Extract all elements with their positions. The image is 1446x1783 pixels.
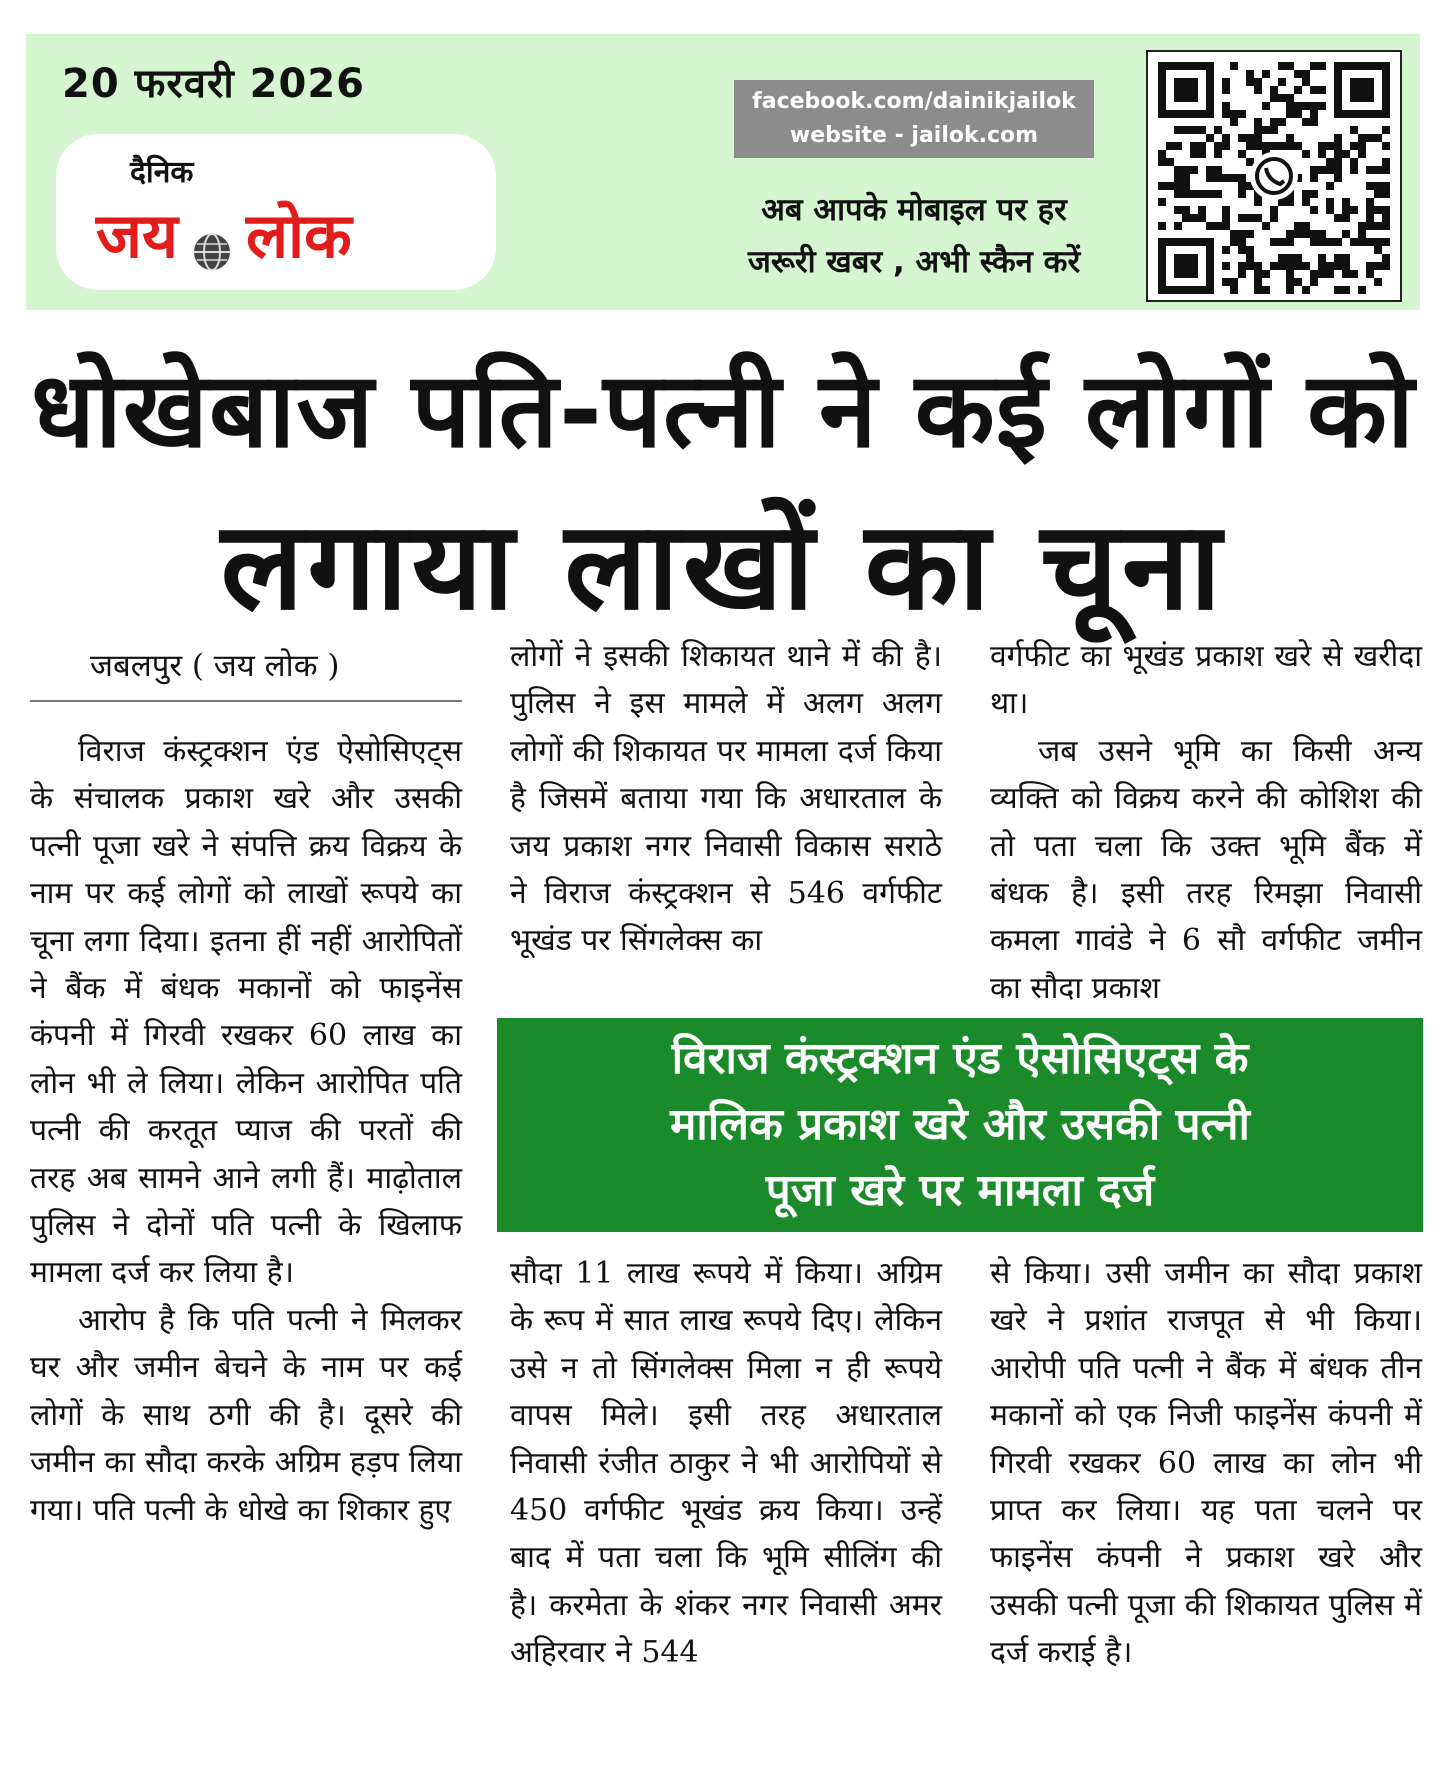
globe-icon: [192, 214, 232, 254]
article-column-2-top: [510, 633, 942, 965]
column3-top-paragraph1: वर्गफीट का भूखंड प्रकाश खरे से खरीदा था।: [990, 639, 1422, 722]
article-column-1: [30, 728, 462, 1534]
column3-top-paragraph2: जब उसने भूमि का किसी अन्य व्यक्ति को विक्रय करने की कोशिश की तो पता चला कि उक्त भूमि बैंक में बंधक है। इसी तरह रिमझा निवासी कमला गावंडे ने 6 सौ वर्गफीट जमीन का सौदा प्रकाश: [990, 733, 1422, 1006]
column1-paragraph1: विराज कंस्ट्रक्शन एंड ऐसोसिएट्स के संचालक प्रकाश खरे और उसकी पत्नी पूजा खरे ने संपत्ति क्रय विक्रय के नाम पर कई लोगों को लाखों रूपये का चूना लगा दिया। इतना हीं नहीं आरोपितों ने बैंक में बंधक मकानों को फाइनेंस कंपनी में गिरवी रखकर 60 लाख का लोन भी ले लिया। लेकिन आरोपित पति पत्नी की करतूत प्याज की परतों की तरह अब सामने आने लगी हैं। माढ़ोताल पुलिस ने दोनों पति पत्नी के खिलाफ मामला दर्ज कर लिया है।: [30, 734, 462, 1291]
scan-prompt-line2: जरूरी खबर , अभी स्कैन करें: [747, 244, 1081, 280]
highlight-line2: मालिक प्रकाश खरे और उसकी पत्नी: [670, 1099, 1250, 1150]
masthead: [26, 34, 1420, 310]
logo-title: [96, 192, 476, 276]
highlight-box: [497, 1018, 1423, 1232]
web-links-box: [734, 80, 1094, 158]
headline-line2: लगाया लाखों का चूना: [220, 495, 1226, 637]
logo-subtitle: दैनिक: [130, 155, 194, 190]
headline-line1: धोखेबाज पति-पत्नी ने कई लोगों को: [30, 349, 1415, 471]
facebook-link[interactable]: facebook.com/dainikjailok: [752, 89, 1076, 114]
dateline-divider: [30, 700, 462, 702]
scan-prompt-line1: अब आपके मोबाइल पर हर: [761, 192, 1067, 228]
column2-top-paragraph: लोगों ने इसकी शिकायत थाने में की है। पुलिस ने इस मामले में अलग अलग लोगों की शिकायत पर मामला दर्ज किया है जिसमें बताया गया कि अधारताल के जय प्रकाश नगर निवासी विकास सराठे ने विराज कंस्ट्रक्शन से 546 वर्गफीट भूखंड पर सिंगलेक्स का: [510, 639, 942, 959]
newspaper-logo[interactable]: [56, 134, 496, 290]
website-link[interactable]: website - jailok.com: [789, 123, 1039, 148]
logo-word-jai: जय: [96, 199, 178, 272]
dateline: जबलपुर ( जय लोक ): [90, 648, 340, 684]
highlight-line3: पूजा खरे पर मामला दर्ज: [765, 1165, 1155, 1216]
logo-word-lok: लोक: [245, 199, 352, 272]
highlight-line1: विराज कंस्ट्रक्शन एंड ऐसोसिएट्स के: [671, 1033, 1249, 1084]
article-column-3-top: [990, 633, 1422, 1012]
whatsapp-qr-code-icon[interactable]: [1146, 50, 1402, 302]
column3-bottom-paragraph: से किया। उसी जमीन का सौदा प्रकाश खरे ने प्रशांत राजपूत से भी किया। आरोपी पति पत्नी ने बैंक में बंधक तीन मकानों को एक निजी फाइनेंस कंपनी में गिरवी रखकर 60 लाख का लोन भी प्राप्त कर लिया। यह पता चलने पर फाइनेंस कंपनी ने प्रकाश खरे और उसकी पत्नी पूजा की शिकायत पुलिस में दर्ज कराई है।: [990, 1256, 1422, 1671]
column1-paragraph2: आरोप है कि पति पत्नी ने मिलकर घर और जमीन बेचने के नाम पर कई लोगों के साथ ठगी की है। दूसरे की जमीन का सौदा करके अग्रिम हड़प लिया गया। पति पत्नी के धोखे का शिकार हुए: [30, 1302, 462, 1528]
column2-bottom-paragraph: सौदा 11 लाख रूपये में किया। अग्रिम के रूप में सात लाख रूपये दिए। लेकिन उसे न तो सिंगलेक्स मिला न ही रूपये वापस मिले। इसी तरह अधारताल निवासी रंजीत ठाकुर ने भी आरोपियों से 450 वर्गफीट भूखंड क्रय किया। उन्हें बाद में पता चला कि भूमि सीलिंग की है। करमेता के शंकर नगर निवासी अमर अहिरवार ने 544: [510, 1256, 942, 1671]
article-column-2-bottom: [510, 1250, 942, 1677]
edition-date: 20 फरवरी 2026: [62, 61, 366, 107]
scan-prompt: [726, 184, 1102, 288]
article-column-3-bottom: [990, 1250, 1422, 1677]
